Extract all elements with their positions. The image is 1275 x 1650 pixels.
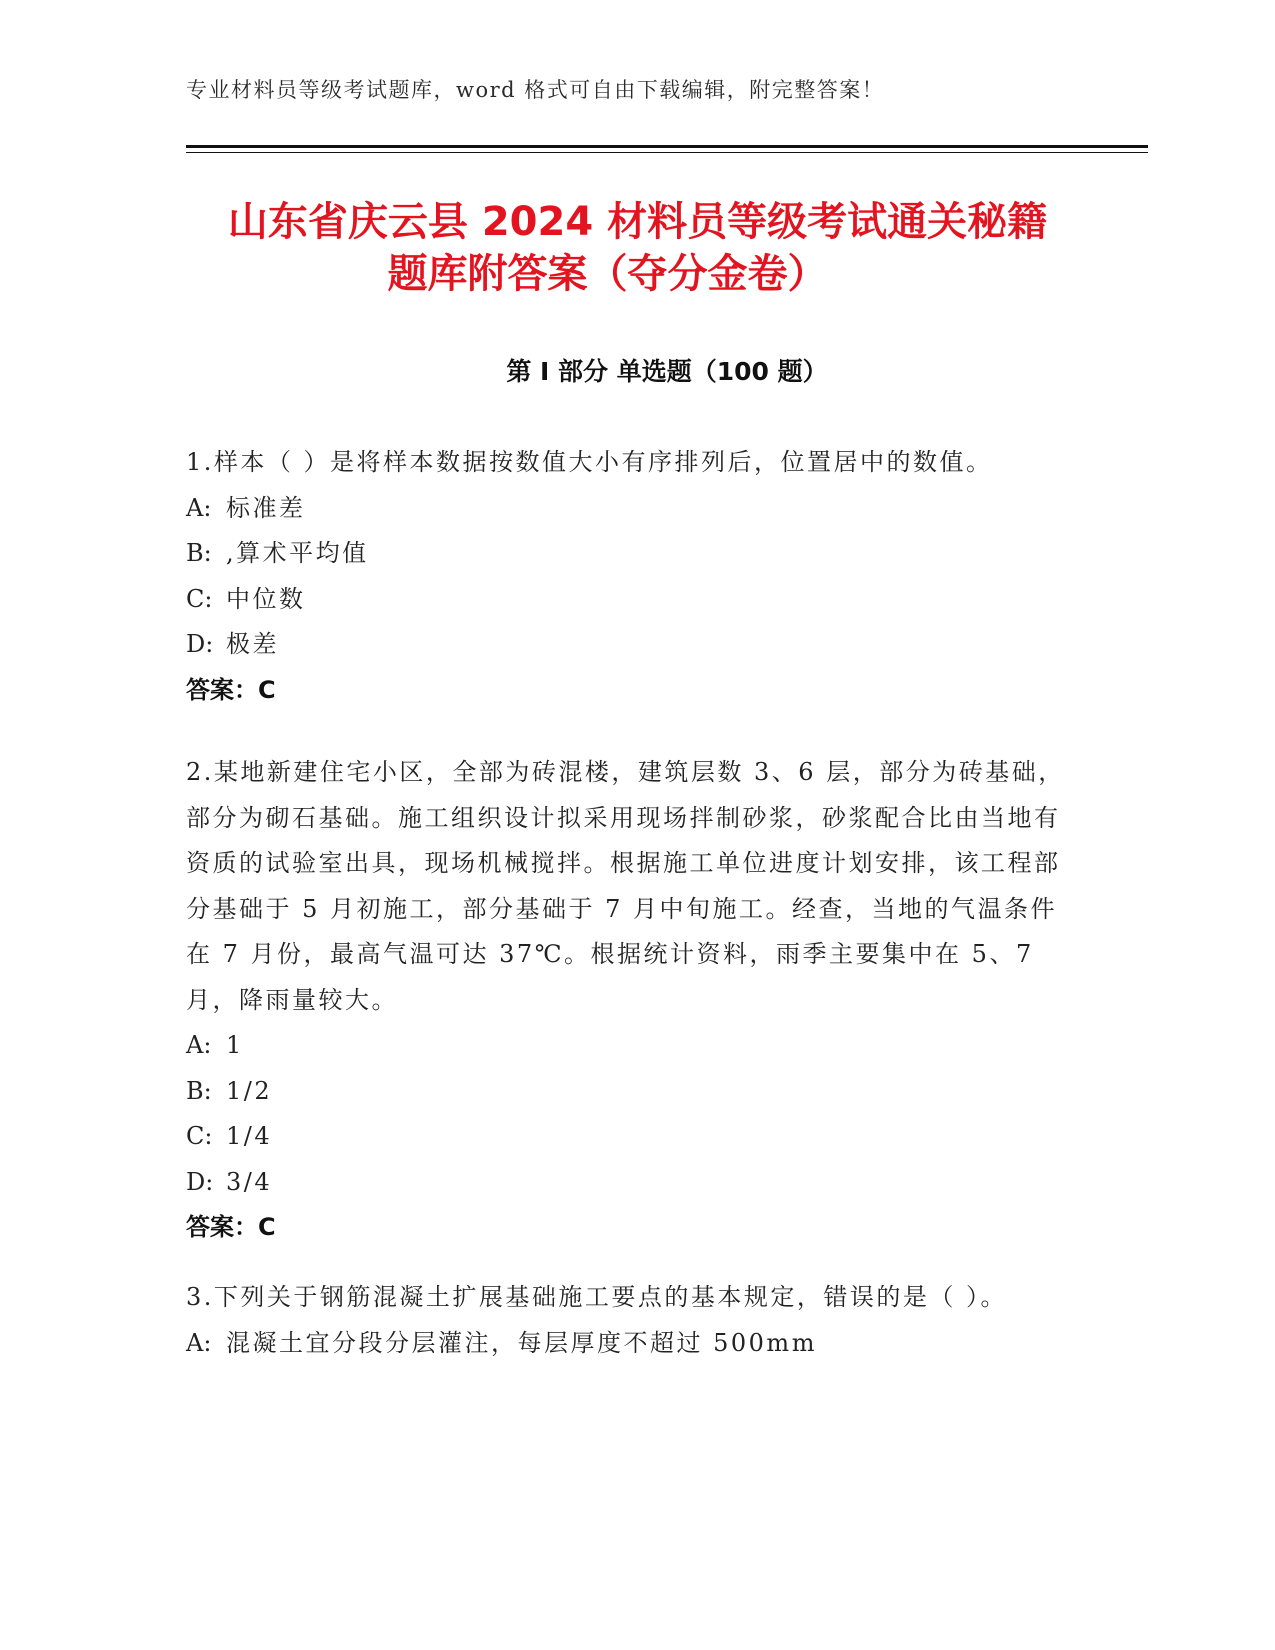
question-stem: 2.某地新建住宅小区，全部为砖混楼，建筑层数 3、6 层，部分为砖基础，部分为砌石基础。施工组织设计拟采用现场拌制砂浆，砂浆配合比由当地有资质的试验室出具，现场机械搅拌。根据施工单位进度计划安排，该工程部分基础于 5 月初施工，部分基础于 7 月中旬施工。经查，当地的气温条件在 7 月份，最高气温可达 37℃。根据统计资料，雨季主要集中在 5、7 月，降雨量较大。: [186, 758, 1065, 1014]
option-letter: A:: [186, 493, 212, 522]
option-text: 1/2: [226, 1076, 273, 1105]
document-title-line-2: 题库附答案（夺分金卷）: [387, 251, 828, 297]
document-title-line-1: 山东省庆云县 2024 材料员等级考试通关秘籍: [227, 199, 1048, 245]
option-letter: C:: [186, 1122, 213, 1150]
option-letter: D:: [186, 630, 214, 658]
question-option: [186, 1114, 1066, 1160]
option-text: 1: [226, 1031, 244, 1059]
option-letter: A:: [186, 1031, 212, 1059]
header-rule-thick: [186, 145, 1148, 148]
option-letter: B:: [186, 1076, 212, 1105]
question-3: [186, 1275, 1066, 1366]
option-text: 标准差: [226, 493, 306, 522]
header-note: 专业材料员等级考试题库，word 格式可自由下载编辑，附完整答案！: [186, 78, 885, 102]
document-title: [150, 196, 1125, 300]
header-rule-thin: [186, 152, 1148, 153]
option-text: 极差: [226, 630, 279, 658]
option-letter: A:: [186, 1328, 212, 1357]
option-letter: D:: [186, 1167, 214, 1196]
option-letter: B:: [186, 539, 212, 567]
question-option: [186, 531, 1066, 577]
question-answer: 答案：C: [186, 1213, 276, 1241]
section-title: 第 I 部分 单选题（100 题）: [506, 357, 828, 386]
question-option: [186, 1023, 1066, 1069]
option-text: 混凝土宜分段分层灌注，每层厚度不超过 500mm: [226, 1328, 817, 1357]
option-letter: C:: [186, 584, 213, 613]
question-option: [186, 1321, 1066, 1367]
question-option: [186, 1160, 1066, 1206]
option-text: 中位数: [226, 584, 306, 613]
question-option: [186, 1069, 1066, 1115]
question-option: [186, 622, 1066, 668]
question-option: [186, 577, 1066, 623]
question-stem: 3.下列关于钢筋混凝土扩展基础施工要点的基本规定，错误的是（ ）。: [186, 1283, 1008, 1311]
question-option: [186, 486, 1066, 532]
question-stem: 1.样本（ ）是将样本数据按数值大小有序排列后，位置居中的数值。: [186, 448, 993, 476]
question-1: [186, 440, 1066, 713]
option-text: ,算术平均值: [226, 539, 369, 567]
question-2: [186, 750, 1066, 1251]
question-answer: 答案：C: [186, 675, 276, 704]
option-text: 3/4: [226, 1167, 273, 1196]
option-text: 1/4: [226, 1122, 273, 1150]
